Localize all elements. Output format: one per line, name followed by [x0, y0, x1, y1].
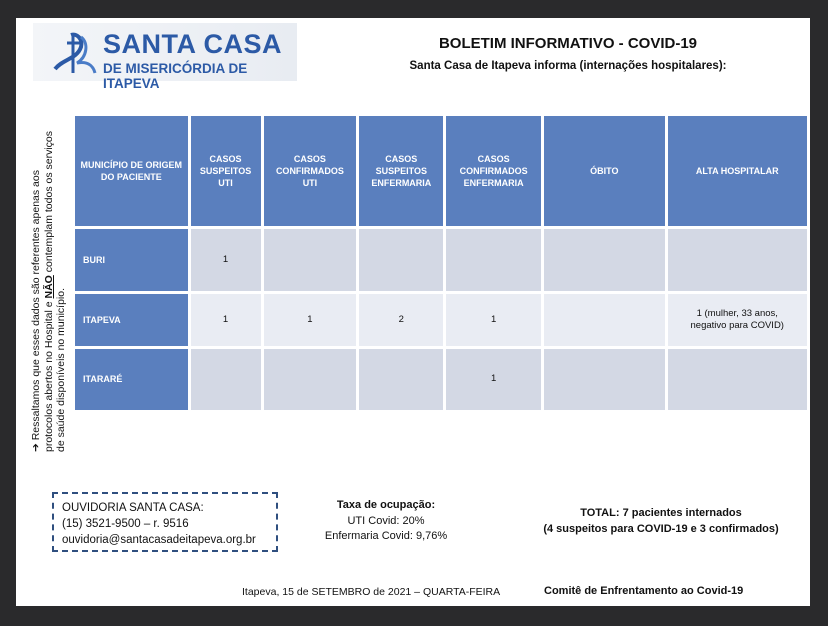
cell-obito — [544, 349, 664, 410]
occupancy-title: Taxa de ocupação: — [336, 499, 436, 511]
cell-alta: 1 (mulher, 33 anos, negativo para COVID) — [668, 294, 808, 346]
santa-casa-logo — [33, 23, 297, 91]
footer-date: Itapeva, 15 de SETEMBRO de 2021 – QUARTA-FEIRA — [242, 586, 501, 598]
cell-suspeitos-enfermaria: 2 — [359, 294, 443, 346]
col-suspeitos-uti: CASOS SUSPEITOS UTI — [191, 116, 261, 226]
bulletin-sheet — [16, 18, 810, 606]
table-row — [75, 294, 807, 346]
santa-casa-emblem-icon — [47, 29, 99, 77]
col-confirmados-uti: CASOS CONFIRMADOS UTI — [264, 116, 357, 226]
cell-suspeitos-enfermaria — [359, 349, 443, 410]
arrow-icon: ➔ — [30, 443, 42, 452]
ouvidoria-box — [52, 492, 278, 552]
col-alta-hospitalar: ALTA HOSPITALAR — [668, 116, 808, 226]
disclaimer-note — [30, 122, 68, 452]
col-obito: ÓBITO — [544, 116, 664, 226]
cell-alta — [668, 229, 808, 291]
total-line-1: TOTAL: 7 pacientes internados — [580, 507, 742, 519]
table-header-row — [75, 116, 807, 226]
cell-suspeitos-uti — [191, 349, 261, 410]
total-line-2: (4 suspeitos para COVID-19 e 3 confirmados) — [543, 522, 779, 535]
page-title: BOLETIM INFORMATIVO - COVID-19 — [438, 35, 698, 52]
logo-subname: DE MISERICÓRDIA DE ITAPEVA — [103, 61, 248, 91]
cell-obito — [544, 294, 664, 346]
table-row — [75, 349, 807, 410]
col-suspeitos-enfermaria: CASOS SUSPEITOS ENFERMARIA — [359, 116, 443, 226]
cell-confirmados-uti — [264, 229, 357, 291]
ouvidoria-email: ouvidoria@santacasadeitapeva.org.br — [62, 534, 256, 546]
occupancy-uti: UTI Covid: 20% — [347, 514, 425, 527]
cell-alta — [668, 349, 808, 410]
col-municipio: MUNICÍPIO DE ORIGEM DO PACIENTE — [75, 116, 188, 226]
hospitalization-table — [72, 113, 810, 413]
cell-confirmados-enfermaria — [446, 229, 541, 291]
disclaimer-nao: NÃO — [42, 275, 55, 299]
cell-municipio: BURI — [75, 229, 188, 291]
logo-name: SANTA CASA — [103, 29, 282, 59]
cell-suspeitos-enfermaria — [359, 229, 443, 291]
occupancy-rate — [306, 498, 466, 545]
footer-committee: Comitê de Enfrentamento ao Covid-19 — [544, 585, 744, 597]
col-confirmados-enfermaria: CASOS CONFIRMADOS ENFERMARIA — [446, 116, 541, 226]
occupancy-enfermaria: Enfermaria Covid: 9,76% — [324, 530, 448, 542]
cell-municipio: ITAPEVA — [75, 294, 188, 346]
cell-municipio: ITARARÉ — [75, 349, 188, 410]
table-row — [75, 229, 807, 291]
cell-suspeitos-uti: 1 — [191, 294, 261, 346]
total-summary — [516, 506, 806, 537]
disclaimer-text-1: Ressaltamos que esses dados são referentes apenas aos protocolos abertos no Hospital e — [30, 170, 55, 452]
cell-confirmados-enfermaria: 1 — [446, 349, 541, 410]
ouvidoria-title: OUVIDORIA SANTA CASA: — [62, 502, 204, 514]
ouvidoria-phone: (15) 3521-9500 – r. 9516 — [62, 518, 189, 530]
cell-suspeitos-uti: 1 — [191, 229, 261, 291]
disclaimer-text-2: contemplam todos os serviços de saúde disponíveis no município. — [42, 130, 67, 452]
cell-confirmados-enfermaria: 1 — [446, 294, 541, 346]
cell-confirmados-uti: 1 — [264, 294, 357, 346]
page-subtitle: Santa Casa de Itapeva informa (internações hospitalares): — [409, 60, 727, 72]
cell-obito — [544, 229, 664, 291]
cell-confirmados-uti — [264, 349, 357, 410]
